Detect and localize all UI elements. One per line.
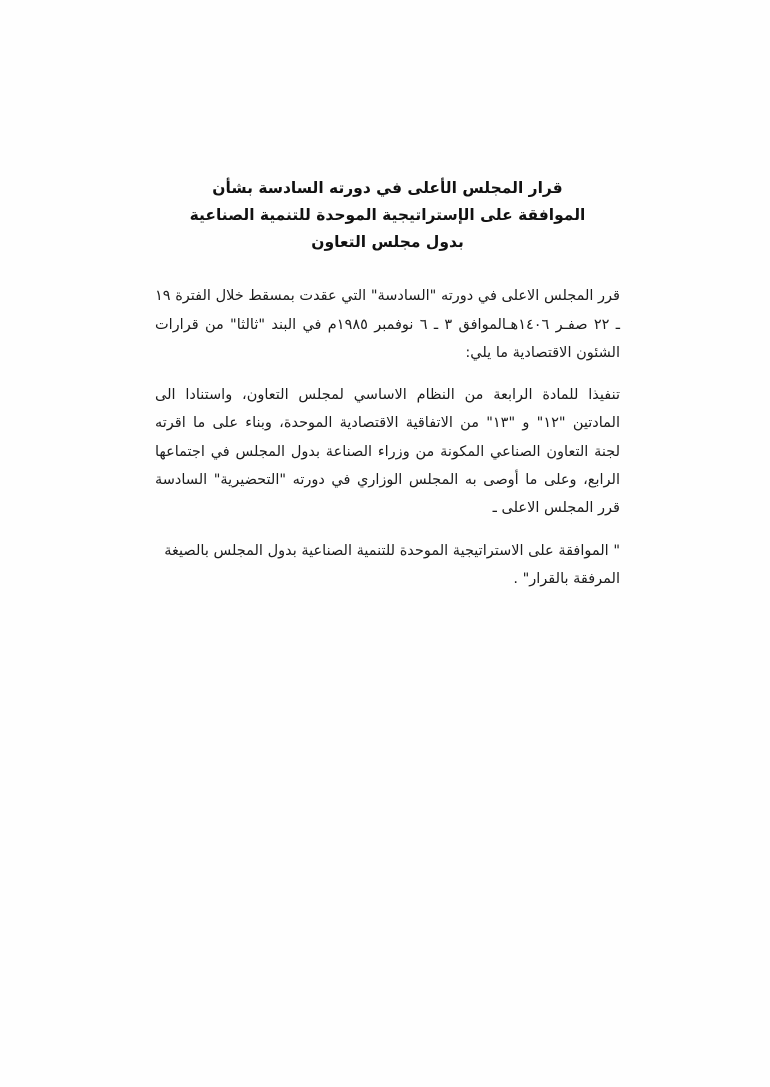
title-line-2: الموافقة على الإستراتيجية الموحدة للتنمية الصناعية bbox=[189, 206, 586, 225]
title-line-3: بدول مجلس التعاون bbox=[311, 233, 464, 252]
document-content bbox=[155, 175, 620, 593]
paragraph-resolution bbox=[155, 537, 620, 594]
paragraph-legal-basis: تنفيذا للمادة الرابعة من النظام الاساسي لمجلس التعاون، واستنادا الى المادتين "١٢" و "١٣" من الاتفاقية الاقتصادية الموحدة، وبناء على ما اقرته لجنة التعاون الصناعي المكونة من وزراء الصناعة بدول المجلس في اجتماعها الرابع، وعلى ما أوصى به المجلس الوزاري في دورته "التحضيرية" السادسة قرر المجلس الاعلى ـ bbox=[155, 387, 620, 517]
paragraph-preamble: قرر المجلس الاعلى في دورته "السادسة" التي عقدت بمسقط خلال الفترة ١٩ ـ ٢٢ صفـر ١٤٠٦هـالموافق ٣ ـ ٦ نوفمبر ١٩٨٥م في البند "ثالثا" من قرارات الشئون الاقتصادية ما يلي: bbox=[155, 288, 620, 361]
resolution-tail: المرفقة بالقرار" . bbox=[513, 570, 620, 587]
title-line-1: قرار المجلس الأعلى في دورته السادسة بشأن bbox=[212, 179, 563, 197]
resolution-text: " الموافقة على الاستراتيجية الموحدة للتنمية الصناعية بدول المجلس بالصيغة bbox=[164, 542, 620, 559]
page-title bbox=[155, 175, 620, 256]
